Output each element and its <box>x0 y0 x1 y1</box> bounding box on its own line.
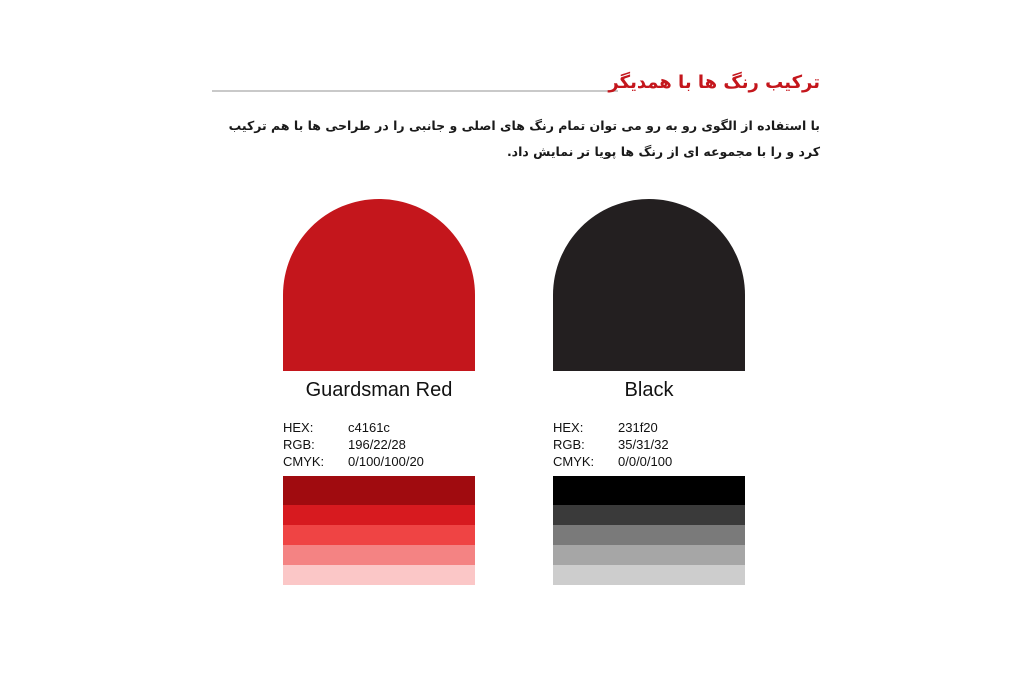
spec-label: RGB: <box>283 437 315 452</box>
spec-row-hex <box>553 419 745 436</box>
section-intro: با استفاده از الگوی رو به رو می توان تمام رنگ های اصلی و جانبی را در طراحی ها با هم ترکیب کرد و را با مجموعه ای از رنگ ها پویا تر نمایش داد. <box>228 118 820 159</box>
tint-bar <box>283 476 475 505</box>
spec-value: 0/100/100/20 <box>348 454 424 469</box>
swatch-specs <box>553 419 745 470</box>
spec-label: HEX: <box>553 420 584 435</box>
tint-bar <box>283 505 475 525</box>
swatch-card-guardsman-red <box>283 199 475 470</box>
swatch-specs <box>283 419 475 470</box>
swatch-card-black <box>553 199 745 470</box>
tint-bar <box>553 505 745 525</box>
section-divider <box>212 90 618 92</box>
spec-row-cmyk <box>283 453 475 470</box>
spec-row-rgb <box>553 436 745 453</box>
section-title: ترکیب رنگ ها با همدیگر <box>608 72 820 93</box>
spec-label: CMYK: <box>553 454 595 469</box>
spec-label: CMYK: <box>283 454 325 469</box>
spec-value: 0/0/0/100 <box>618 454 673 469</box>
swatch-name: Black <box>624 379 674 401</box>
swatch-shape <box>553 199 745 371</box>
spec-value: c4161c <box>348 420 390 435</box>
tint-bar <box>553 545 745 565</box>
spec-row-rgb <box>283 436 475 453</box>
tint-strip <box>283 476 475 585</box>
tint-bar <box>553 525 745 545</box>
swatch-name: Guardsman Red <box>305 379 453 401</box>
spec-value: 35/31/32 <box>618 437 669 452</box>
spec-row-hex <box>283 419 475 436</box>
spec-label: RGB: <box>553 437 585 452</box>
spec-row-cmyk <box>553 453 745 470</box>
tint-bar <box>283 565 475 585</box>
tint-bar <box>553 476 745 505</box>
spec-value: 196/22/28 <box>348 437 406 452</box>
spec-value: 231f20 <box>618 420 658 435</box>
tint-strip <box>553 476 745 585</box>
swatch-shape <box>283 199 475 371</box>
spec-label: HEX: <box>283 420 314 435</box>
tint-bar <box>283 525 475 545</box>
tint-bar <box>553 565 745 585</box>
tint-bar <box>283 545 475 565</box>
